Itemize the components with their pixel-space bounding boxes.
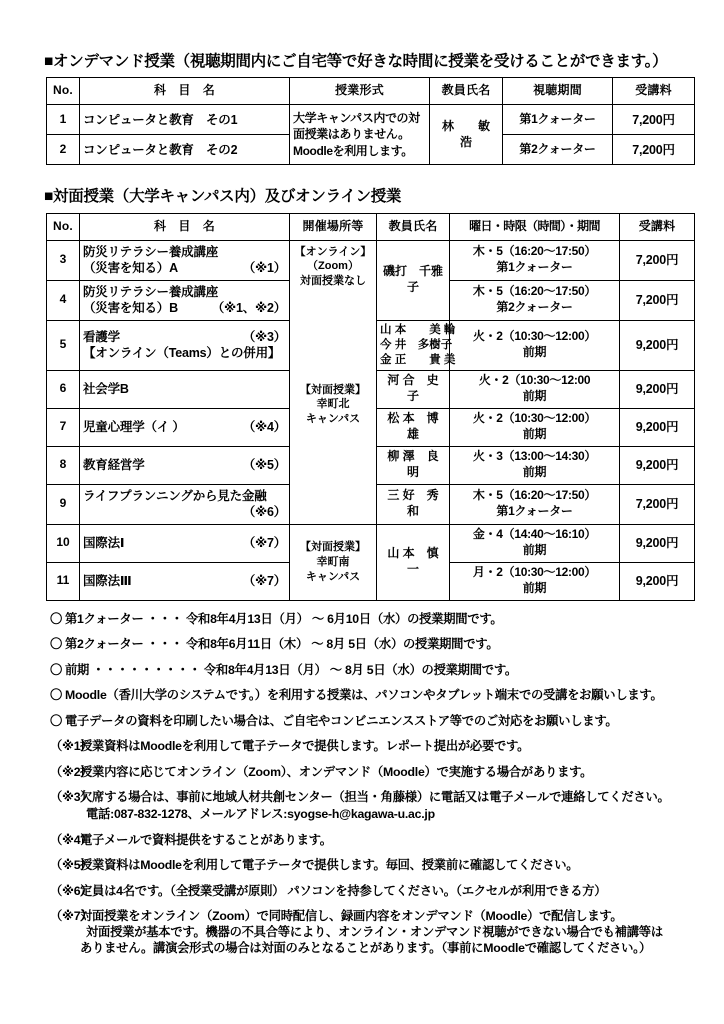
note-bullet [50, 637, 688, 653]
schedule-line: 前期 [522, 581, 547, 596]
subject-note-tag: （※3） [242, 329, 286, 344]
onsite-course-table [46, 213, 695, 601]
subject-text: （災害を知る）A [83, 261, 178, 276]
cell-schedule [450, 562, 620, 600]
footnote-label: （※6） [50, 883, 93, 898]
venue-south-line-1: 【対面授業】 [300, 541, 366, 554]
cell-no: 4 [47, 280, 80, 320]
schedule-line: 前期 [522, 345, 547, 360]
venue-onsite-line-2: 幸町北 [316, 398, 350, 411]
cell-schedule [450, 280, 620, 320]
schedule-line: 前期 [522, 389, 547, 404]
footnote [50, 884, 688, 900]
col-header-teacher: 教員氏名 [377, 213, 450, 240]
schedule-line: 前期 [522, 543, 547, 558]
schedule-line: 金・4（14:40～16:10） [472, 527, 597, 542]
schedule-line: 第1クォーター [496, 504, 573, 519]
col-header-venue: 開催場所等 [290, 213, 377, 240]
cell-view-period: 第2クォーター [503, 135, 613, 165]
cell-teacher [377, 320, 456, 370]
subject-text: （災害を知る）B [83, 301, 178, 316]
footnote [50, 858, 688, 874]
footnote [50, 739, 688, 755]
footnote [50, 765, 688, 781]
cell-fee: 7,200円 [620, 240, 695, 280]
cell-no: 3 [47, 240, 80, 280]
schedule-line: 木・5（16:20～17:50） [472, 244, 597, 259]
cell-teacher: 山 本 慎 一 [377, 524, 450, 600]
cell-no: 9 [47, 484, 80, 524]
footnote-label: （※3） [50, 790, 93, 805]
teacher-line: 山 本 美 輪 [380, 323, 456, 336]
cell-subject [80, 446, 290, 484]
subject-line: ライフプランニングから見た金融 [83, 488, 267, 503]
schedule-line: 木・5（16:20～17:50） [472, 488, 597, 503]
subject-note-tag: （※7） [242, 536, 286, 550]
subject-line [83, 419, 286, 436]
subject-line [83, 329, 286, 346]
table-row [47, 524, 695, 562]
table-row [47, 105, 695, 135]
note-bullet [50, 663, 688, 679]
footnote [50, 909, 688, 957]
subject-text: 国際法Ⅰ [83, 536, 125, 550]
footnote-label: （※1） [50, 739, 93, 754]
cell-no: 6 [47, 370, 80, 408]
cell-fee: 9,200円 [620, 446, 695, 484]
schedule-line: 月・2（10:30～12:00） [472, 565, 597, 580]
cell-fee: 7,200円 [613, 135, 695, 165]
cell-subject [80, 320, 290, 370]
note-text: 電子データの資料を印刷したい場合は、ご自宅やコンビニエンスストア等でのご対応をお願いします。 [65, 713, 618, 728]
cell-fee: 9,200円 [620, 408, 695, 446]
cell-subject: コンピュータと教育 その2 [80, 135, 290, 165]
teacher-line: 今 井 多樹子 [380, 338, 453, 351]
footnote-text: 欠席する場合は、事前に地域人材共創センター（担当・角藤様）に電話又は電子メールで連絡してください。 [80, 790, 670, 805]
col-header-view-period: 視聴期間 [503, 78, 613, 105]
cell-schedule [450, 524, 620, 562]
footnote-label: （※7） [50, 909, 93, 924]
venue-online-line-1: 【オンライン】 [294, 245, 372, 258]
subject-text: 児童心理学（イ ） [83, 420, 185, 434]
cell-schedule [450, 320, 620, 370]
teacher-line: 金 正 貴 美 [380, 353, 456, 366]
notes-section [50, 612, 688, 957]
cell-subject [80, 408, 290, 446]
cell-no: 2 [47, 135, 80, 165]
cell-view-period: 第1クォーター [503, 105, 613, 135]
subject-line: 【オンライン（Teams）との併用】 [83, 346, 281, 361]
cell-no: 8 [47, 446, 80, 484]
cell-schedule [450, 408, 620, 446]
class-format-line-2: 面授業はありません。 [293, 127, 410, 142]
footnote-continuation: ありません。講演会形式の場合は対面のみとなることがあります。（事前にMoodleで確認してください。） [80, 941, 652, 956]
col-header-format: 授業形式 [290, 78, 430, 105]
col-header-teacher: 教員氏名 [430, 78, 503, 105]
table-header-row [47, 78, 695, 105]
col-header-fee: 受講料 [613, 78, 695, 105]
venue-onsite-line-3: キャンパス [305, 412, 361, 425]
col-header-no: No. [47, 213, 80, 240]
footnote [50, 833, 688, 849]
col-header-fee: 受講料 [620, 213, 695, 240]
col-header-subject: 科 目 名 [80, 78, 290, 105]
subject-line: 防災リテラシー養成講座 [83, 284, 219, 299]
note-text: Moodle（香川大学のシステムです。）を利用する授業は、パソコンやタブレット端末での受講をお願いします。 [65, 688, 663, 703]
footnote-text: 授業内容に応じてオンライン（Zoom）、オンデマンド（Moodle）で実施する場合があります。 [80, 764, 593, 779]
cell-schedule [450, 370, 620, 408]
class-format-line-3: Moodleを利用します。 [293, 144, 413, 159]
cell-fee: 9,200円 [620, 562, 695, 600]
cell-no: 7 [47, 408, 80, 446]
note-text: 第2クォーター ・・・ 令和8年6月11日（木） ～ 8月 5日（水）の授業期間です。 [65, 637, 499, 652]
schedule-line: 第2クォーター [496, 300, 573, 315]
cell-subject [80, 280, 290, 320]
footnote-text: 電子メールで資料提供をすることがあります。 [80, 832, 332, 847]
venue-south-line-2: 幸町南 [316, 555, 350, 568]
cell-venue [290, 524, 377, 600]
schedule-line: 火・3（13:00～14:30） [472, 449, 597, 464]
footnote [50, 790, 688, 823]
schedule-line: 前期 [522, 427, 547, 442]
cell-no: 10 [47, 524, 80, 562]
cell-subject: コンピュータと教育 その1 [80, 105, 290, 135]
cell-class-format [290, 105, 430, 165]
note-bullet [50, 612, 688, 628]
note-text: 第1クォーター ・・・ 令和8年4月13日（月） ～ 6月10日（水）の授業期間です。 [65, 611, 503, 626]
venue-south-line-3: キャンパス [305, 570, 361, 583]
bullet-marker: 〇 [50, 688, 63, 703]
cell-venue [290, 240, 377, 524]
subject-note-tag: （※1） [242, 261, 286, 276]
schedule-line: 火・2（10:30～12:00） [472, 411, 597, 426]
col-header-no: No. [47, 78, 80, 105]
note-bullet [50, 714, 688, 730]
cell-no: 11 [47, 562, 80, 600]
cell-subject [80, 484, 290, 524]
footnote-text: 定員は4名です。（全授業受講が原則） パソコンを持参してください。（エクセルが利用できる方） [80, 883, 607, 898]
ondemand-course-table [46, 77, 695, 165]
subject-text: 看護学 [83, 329, 120, 344]
footnote-text: 授業資料はMoodleを利用して電子テータで提供します。レポート提出が必要です。 [80, 739, 530, 754]
schedule-line: 木・5（16:20～17:50） [472, 284, 597, 299]
cell-fee: 9,200円 [620, 524, 695, 562]
footnote-text: 授業資料はMoodleを利用して電子テータで提供します。毎回、授業前に確認してください。 [80, 858, 579, 873]
cell-teacher: 林 敏 浩 [430, 105, 503, 165]
cell-fee: 9,200円 [620, 320, 695, 370]
venue-online-line-3: 対面授業なし [300, 274, 366, 287]
subject-note-tag: （※1、※2） [211, 301, 286, 316]
subject-line [83, 260, 286, 277]
schedule-line: 火・2（10:30～12:00） [472, 329, 597, 344]
cell-fee: 9,200円 [620, 370, 695, 408]
section-spacer [44, 165, 688, 187]
footnote-text: 対面授業をオンライン（Zoom）で同時配信し、録画内容をオンデマンド（Moodle）で配信します。 [80, 909, 623, 924]
subject-note-tag: （※5） [242, 458, 286, 472]
subject-line [83, 300, 286, 317]
subject-note-tag: （※7） [242, 574, 286, 588]
schedule-line: 第1クォーター [496, 260, 573, 275]
cell-schedule [450, 446, 620, 484]
cell-teacher: 松 本 博 雄 [377, 408, 450, 446]
cell-teacher: 河 合 史 子 [377, 370, 450, 408]
subject-line: 防災リテラシー養成講座 [83, 244, 219, 259]
footnote-label: （※2） [50, 764, 93, 779]
cell-subject [80, 370, 290, 408]
cell-teacher: 磯打 千雅子 [377, 240, 450, 320]
subject-line: 社会学B [83, 382, 129, 396]
footnote-contact: 電話:087-832-1278、メールアドレス:syogse-h@kagawa-u.ac.jp [86, 807, 435, 822]
bullet-marker: 〇 [50, 662, 63, 677]
table-header-row [47, 213, 695, 240]
cell-schedule [450, 484, 620, 524]
col-header-schedule: 曜日・時限（時間）・期間 [450, 213, 620, 240]
bullet-marker: 〇 [50, 713, 63, 728]
col-header-subject: 科 目 名 [80, 213, 290, 240]
note-bullet [50, 688, 688, 704]
note-text: 前期 ・・・・・・・・・ 令和8年4月13日（月） ～ 8月 5日（水）の授業期間です。 [65, 662, 517, 677]
section-1-heading: ■オンデマンド授業（視聴期間内にご自宅等で好きな時間に授業を受けることができます。） [44, 53, 668, 70]
venue-online-line-2: （Zoom） [307, 260, 359, 273]
cell-teacher: 三 好 秀 和 [377, 484, 450, 524]
footnote-label: （※4） [50, 832, 93, 847]
venue-onsite-line-1: 【対面授業】 [300, 383, 366, 396]
cell-subject [80, 562, 290, 600]
cell-fee: 7,200円 [620, 280, 695, 320]
cell-subject [80, 240, 290, 280]
subject-text: 教育経営学 [83, 458, 145, 472]
footnote-label: （※5） [50, 858, 93, 873]
cell-no: 1 [47, 105, 80, 135]
subject-note-tag: （※4） [242, 420, 286, 434]
cell-fee: 7,200円 [620, 484, 695, 524]
cell-teacher: 柳 澤 良 明 [377, 446, 450, 484]
cell-schedule [450, 240, 620, 280]
subject-line [83, 573, 286, 590]
bullet-marker: 〇 [50, 611, 63, 626]
cell-fee: 7,200円 [613, 105, 695, 135]
schedule-line: 火・2（10:30～12:00 [478, 373, 591, 388]
subject-line [83, 535, 286, 552]
cell-subject [80, 524, 290, 562]
subject-line [83, 457, 286, 474]
section-2-heading: ■対面授業（大学キャンパス内）及びオンライン授業 [44, 188, 402, 206]
subject-note-tag: （※6） [242, 505, 286, 520]
bullet-marker: 〇 [50, 637, 63, 652]
footnote-continuation: 対面授業が基本です。機器の不具合等により、オンライン・オンデマンド視聴ができない場合でも補講等は [86, 925, 663, 940]
subject-text: 国際法Ⅲ [83, 574, 132, 588]
schedule-line: 前期 [522, 465, 547, 480]
class-format-line-1: 大学キャンパス内での対 [293, 110, 420, 125]
cell-no: 5 [47, 320, 80, 370]
table-row [47, 240, 695, 280]
